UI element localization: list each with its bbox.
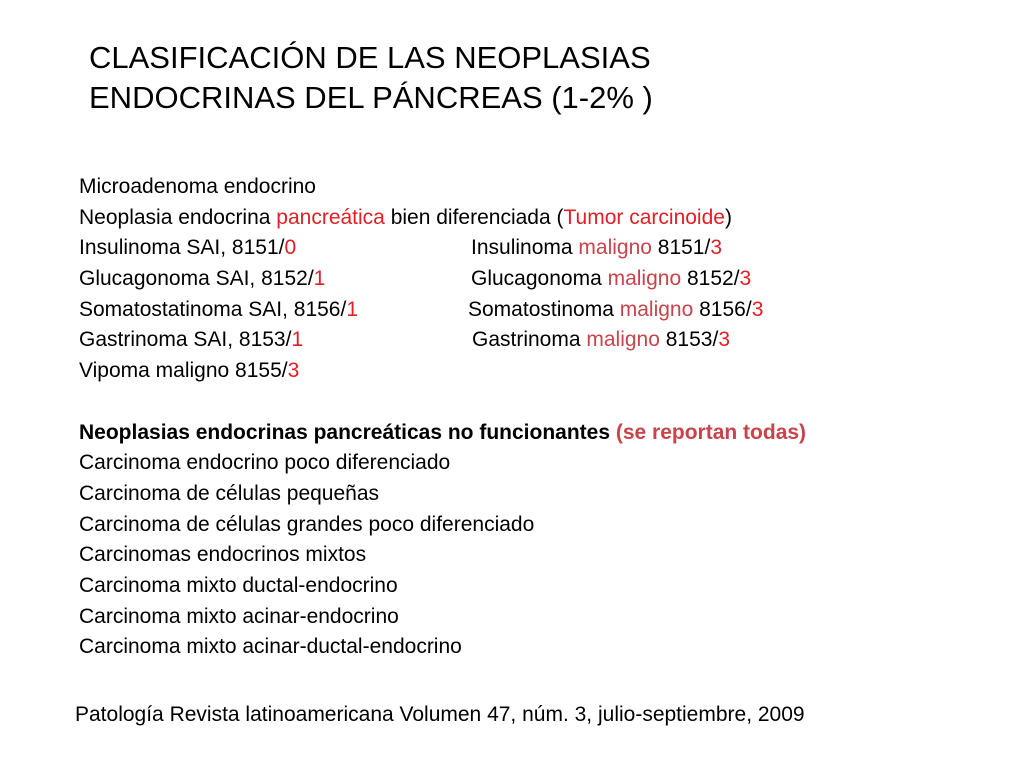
maligno-label: maligno [578,236,652,260]
list-item-carcinoma: Carcinoma mixto acinar-endocrino [79,604,399,628]
title-line-2: ENDOCRINAS DEL PÁNCREAS (1-2% ) [89,80,653,115]
list-item-vipoma [79,356,806,387]
malignant-entry [472,325,730,356]
source-citation: Patología Revista latinoamericana Volumen 47, núm. 3, julio-septiembre, 2009 [75,703,805,726]
list-item-carcinoma: Carcinoma mixto ductal-endocrino [79,573,398,597]
behavior-code: 1 [313,267,326,291]
benign-label: Glucagonoma SAI, 8152/ [79,267,314,291]
benign-label: Gastrinoma SAI, 8153/ [79,328,292,352]
behavior-code: 3 [710,236,723,260]
benign-label: Insulinoma SAI, 8151/ [79,236,285,260]
behavior-code: 3 [751,297,764,321]
behavior-code: 3 [718,328,730,352]
behavior-code: 1 [291,328,304,352]
list-item-glucagonoma [79,264,806,295]
neoplasia-text: Neoplasia endocrina [79,205,277,229]
list-item-carcinoma: Carcinoma mixto acinar-ductal-endocrino [79,635,462,659]
section-heading [79,418,806,449]
malignant-name: Insulinoma [471,236,579,260]
neoplasia-text: ) [724,205,732,229]
list-item-carcinoma: Carcinomas endocrinos mixtos [79,543,367,567]
list-item-microadenoma: Microadenoma endocrino [79,175,316,198]
malignant-entry [468,295,763,326]
malignant-number: 8151/ [651,236,711,260]
behavior-code: 0 [284,236,297,260]
malignant-entry [471,264,751,295]
section-heading-note: (se reportan todas) [615,420,807,444]
title-line-1: CLASIFICACIÓN DE LAS NEOPLASIAS [89,40,651,75]
malignant-number: 8153/ [659,328,719,352]
malignant-name: Somatostinoma [468,297,620,321]
list-item-neoplasia [79,203,806,234]
malignant-number: 8152/ [681,267,740,291]
list-item-gastrinoma [79,325,806,356]
list-item-carcinoma: Carcinoma de células pequeñas [79,481,380,505]
benign-label: Somatostatinoma SAI, 8156/ [79,297,347,321]
classification-list [79,172,806,663]
behavior-code: 3 [739,267,752,291]
maligno-label: maligno [586,328,660,352]
behavior-code: 3 [287,359,300,383]
list-item-somatostatinoma [79,295,806,326]
vipoma-label: Vipoma maligno 8155/ [79,359,288,383]
malignant-name: Glucagonoma [471,267,608,291]
list-item-carcinoma: Carcinoma endocrino poco diferenciado [79,451,451,475]
malignant-name: Gastrinoma [472,328,587,352]
behavior-code: 1 [346,297,359,321]
slide-title [89,38,653,118]
neoplasia-text: bien diferenciada ( [384,205,564,229]
malignant-entry [471,233,722,264]
tumor-carcinoide: Tumor carcinoide [563,205,725,229]
list-item-insulinoma [79,233,806,264]
neoplasia-highlight: pancreática [276,205,385,229]
list-item-carcinoma: Carcinoma de células grandes poco diferenciado [79,512,535,536]
maligno-label: maligno [619,297,694,321]
malignant-number: 8156/ [693,297,752,321]
section-heading-text: Neoplasias endocrinas pancreáticas no funcionantes [79,420,616,444]
section-spacer [79,387,806,418]
maligno-label: maligno [607,267,682,291]
